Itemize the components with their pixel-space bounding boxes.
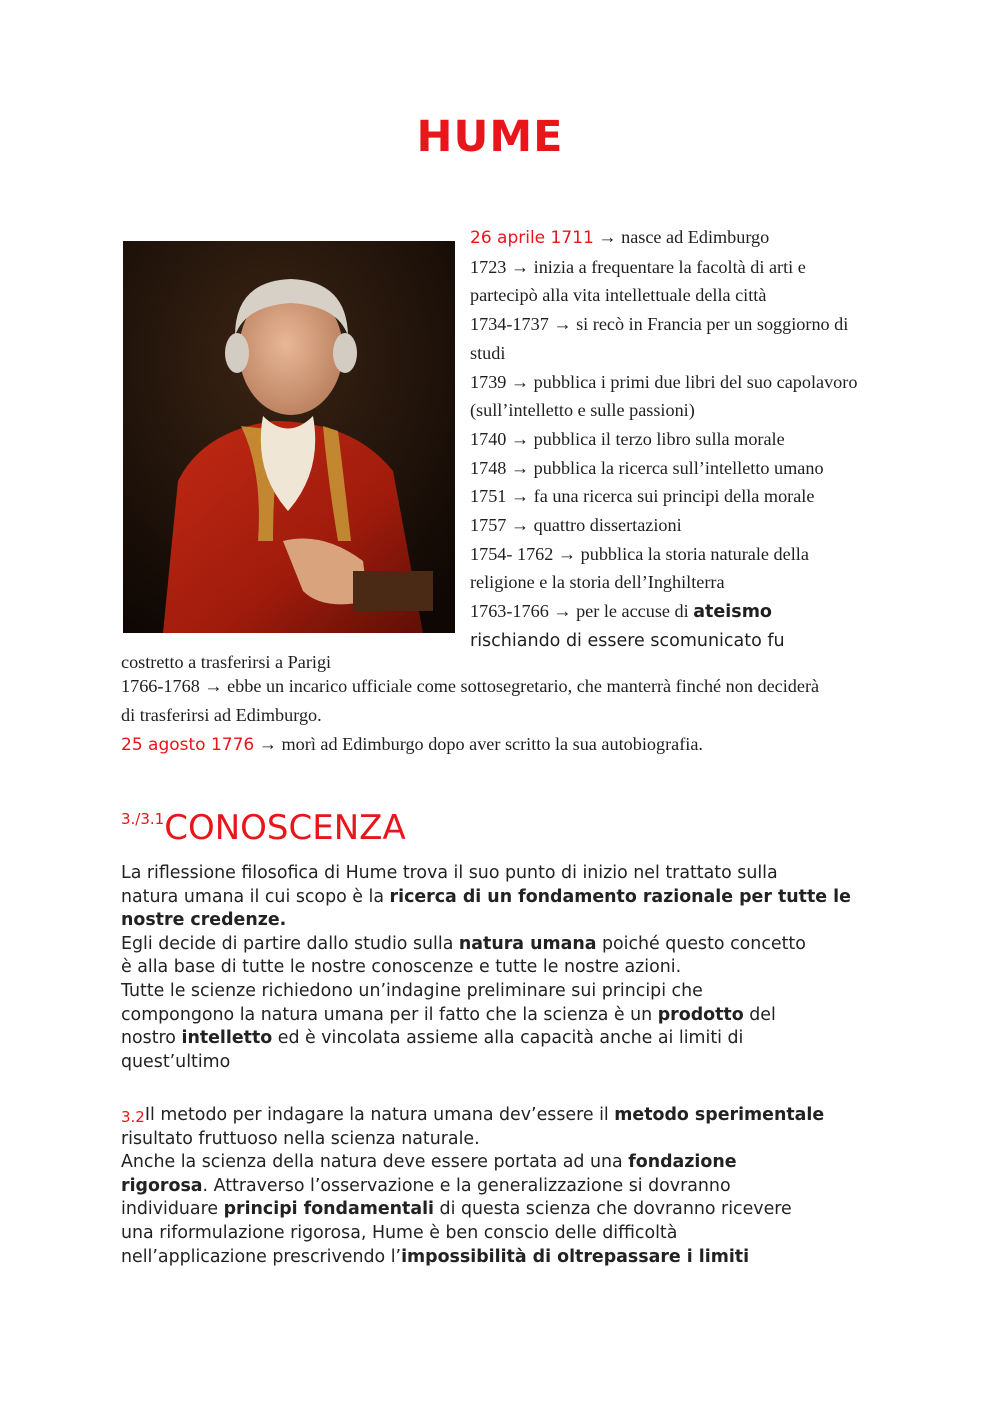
section-number: 3./3.1 [121, 810, 165, 828]
timeline-item: 1751 → fa una ricerca sui principi della morale [470, 486, 815, 507]
timeline-item: 1740 → pubblica il terzo libro sulla morale [470, 428, 785, 449]
page-title: HUME [416, 112, 564, 162]
timeline-item: religione e la storia dell’Inghilterra [470, 572, 725, 593]
timeline-item: di trasferirsi ad Edimburgo. [121, 705, 322, 725]
timeline-item: 1766-1768 → ebbe un incarico ufficiale come sottosegretario, che manterrà finché non deciderà [121, 676, 820, 696]
timeline-item: 25 agosto 1776 → morì ad Edimburgo dopo aver scritto la sua autobiografia. [121, 734, 703, 755]
timeline-item: 1734-1737 → si recò in Francia per un soggiorno di [470, 314, 849, 335]
timeline-item: studi [470, 342, 506, 363]
birth-date: 26 aprile 1711 [470, 228, 594, 248]
section-number: 3.2 [121, 1108, 145, 1126]
paragraph-conoscenza: La riflessione filosofica di Hume trova il suo punto di inizio nel trattato sulla natura umana il cui scopo è la ricerca di un fondamento razionale per tutte le nostre credenze. Egli decide di partire dallo studio sulla natura umana poiché questo concetto è alla base di tutte le nostre conoscenze e tutte le nostre azioni. Tutte le scienze richiedono un’indagine preliminare sui principi che compongono la natura umana per il fatto che la scienza è un prodotto del nostro intelletto ed è vincolata assieme alla capacità anche ai limiti di quest’ultimo [121, 863, 851, 1072]
timeline-item: 1748 → pubblica la ricerca sull’intelletto umano [470, 457, 824, 478]
timeline-item: rischiando di essere scomunicato fu [470, 630, 785, 651]
timeline-item: (sull’intelletto e sulle passioni) [470, 400, 695, 421]
paragraph-metodo: 3.2Il metodo per indagare la natura umana dev’essere il metodo sperimentale risultato fruttuoso nella scienza naturale. Anche la scienza della natura deve essere portata ad una fondazione rigorosa. Attraverso l’osservazione e la generalizzazione si dovranno individuare principi fondamentali di questa scienza che dovranno ricevere una riformulazione rigorosa, Hume è ben conscio delle difficoltà nell’applicazione prescrivendo l’impossibilità di oltrepassare i limiti [121, 1105, 825, 1267]
timeline-item: 1739 → pubblica i primi due libri del suo capolavoro [470, 371, 858, 392]
atheism-keyword: ateismo [693, 602, 772, 623]
timeline-continuation: costretto a trasferirsi a Parigi [121, 652, 332, 672]
section-heading: $^{3./3.1}$CONOSCENZA [121, 808, 406, 848]
timeline [470, 223, 890, 656]
death-date: 25 agosto 1776 [121, 735, 255, 755]
timeline-item: 1723 → inizia a frequentare la facoltà di arti e [470, 256, 806, 277]
timeline-item: 1754- 1762 → pubblica la storia naturale della [470, 543, 809, 564]
timeline-item: partecipò alla vita intellettuale della città [470, 285, 767, 306]
timeline-item: 1757 → quattro dissertazioni [470, 515, 682, 536]
portrait-image [123, 241, 455, 633]
timeline-item: 26 aprile 1711 → nasce ad Edimburgo [470, 227, 770, 248]
timeline-item: 1763-1766 → per le accuse di ateismo [470, 601, 772, 623]
